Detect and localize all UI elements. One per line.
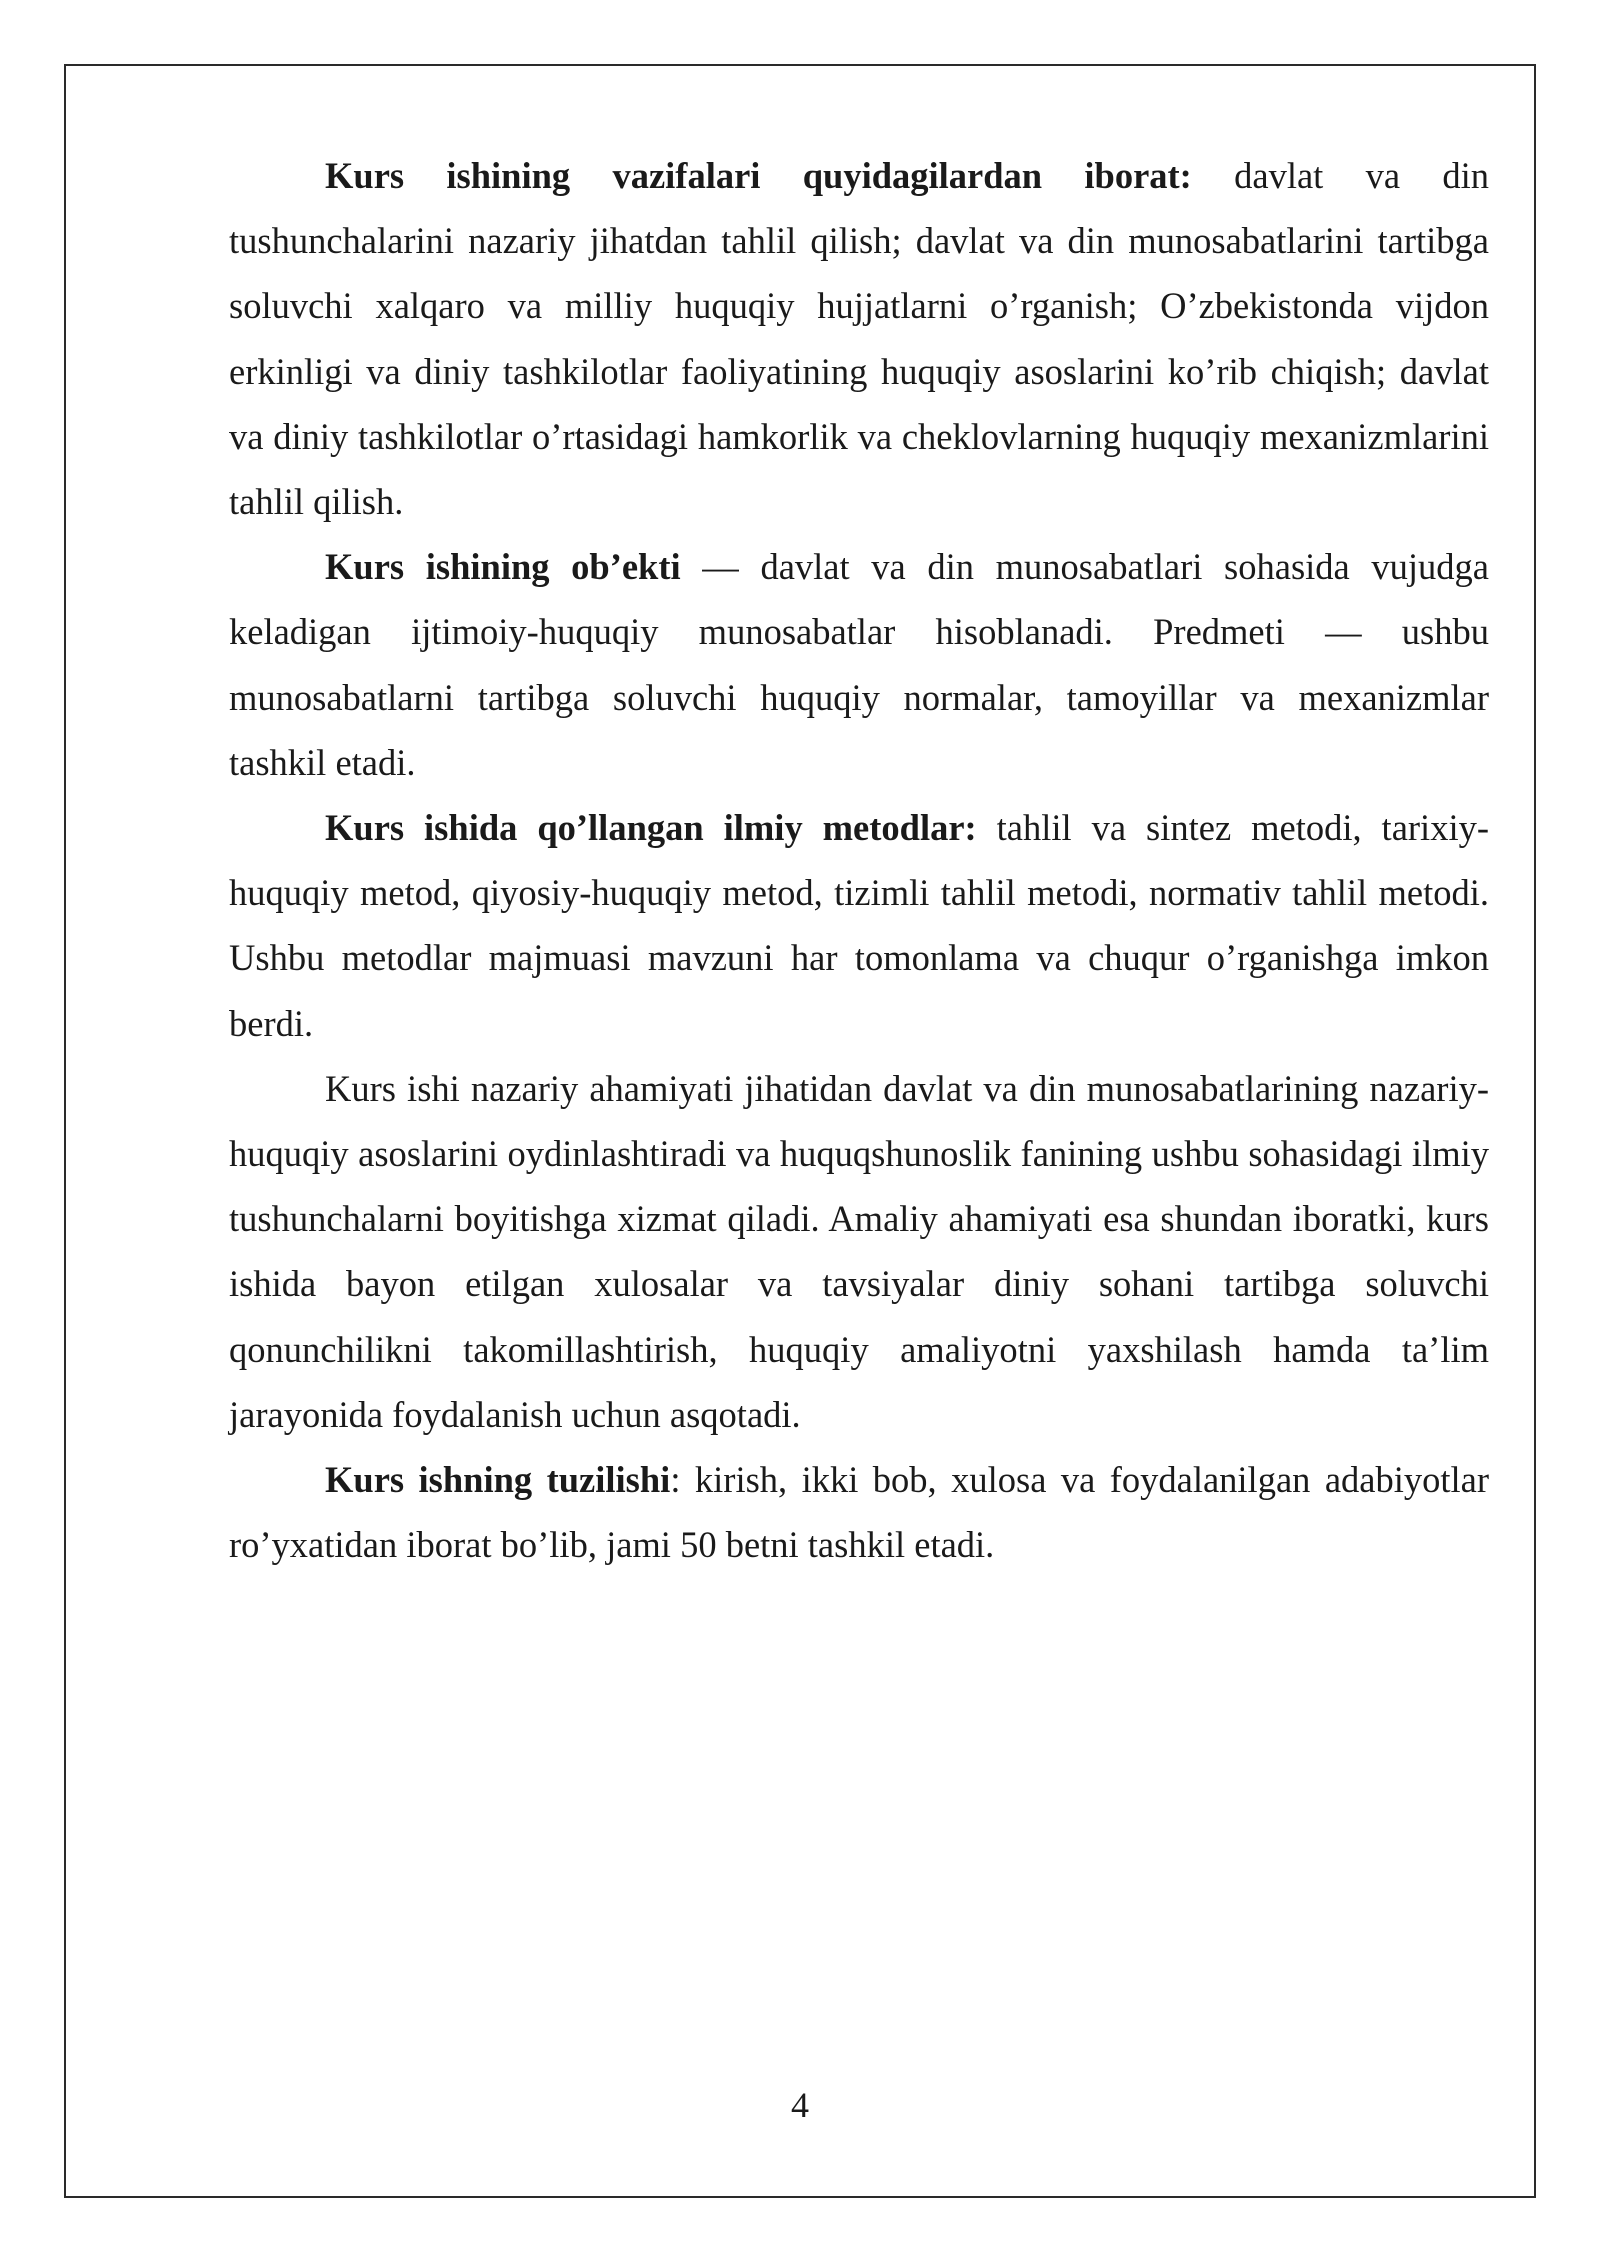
paragraph-text: Kurs ishi nazariy ahamiyati jihatidan davlat va din munosabatlarining nazariy-huquqiy asoslarini oydinlashtiradi va huquqshunoslik fanining ushbu sohasidagi ilmiy tushunchalarni boyitishga xizmat qiladi. Amaliy ahamiyati esa shundan iboratki, kurs ishida bayon etilgan xulosalar va tavsiyalar diniy sohani tartibga soluvchi qonunchilikni takomillashtirish, huquqiy amaliyotni yaxshilash hamda ta’lim jarayonida foydalanish uchun asqotadi.	[229, 1067, 1489, 1435]
paragraph-object	[229, 534, 1489, 795]
paragraph-heading: Kurs ishning tuzilishi	[325, 1459, 671, 1501]
paragraph-heading: Kurs ishining ob’ekti	[325, 546, 681, 588]
paragraph-tasks	[229, 143, 1489, 534]
page-number: 4	[791, 2085, 809, 2125]
paragraph-text: : kirish, ikki bob, xulosa va foydalanilgan adabiyotlar ro’yxatidan iborat bo’lib, jami 50 betni tashkil etadi.	[229, 1459, 1490, 1566]
paragraph-heading: Kurs ishida qo’llangan ilmiy metodlar:	[325, 807, 977, 849]
paragraph-methods	[229, 795, 1489, 1056]
paragraph-structure	[229, 1447, 1489, 1577]
paragraph-heading: Kurs ishining vazifalari quyidagilardan iborat:	[325, 155, 1192, 196]
paragraph-significance	[229, 1056, 1489, 1447]
paragraph-text: tahlil va sintez metodi, tarixiy-huquqiy metod, qiyosiy-huquqiy metod, tizimli tahlil metodi, normativ tahlil metodi. Ushbu metodlar majmuasi mavzuni har tomonlama va chuqur o’rganishga imkon berdi.	[229, 807, 1489, 1044]
paragraph-text: — davlat va din munosabatlari sohasida vujudga keladigan ijtimoiy-huquqiy munosabatlar hisoblanadi. Predmeti — ushbu munosabatlarni tartibga soluvchi huquqiy normalar, tamoyillar va mexanizmlar tashkil etadi.	[229, 546, 1489, 783]
paragraph-text: davlat va din tushunchalarini nazariy jihatdan tahlil qilish; davlat va din munosabatlarini tartibga soluvchi xalqaro va milliy huquqiy hujjatlarni o’rganish; O’zbekistonda vijdon erkinligi va diniy tashkilotlar faoliyatining huquqiy asoslarini ko’rib chiqish; davlat va diniy tashkilotlar o’rtasidagi hamkorlik va cheklovlarning huquqiy mexanizmlarini tahlil qilish.	[229, 155, 1489, 523]
document-body	[229, 143, 1489, 1577]
